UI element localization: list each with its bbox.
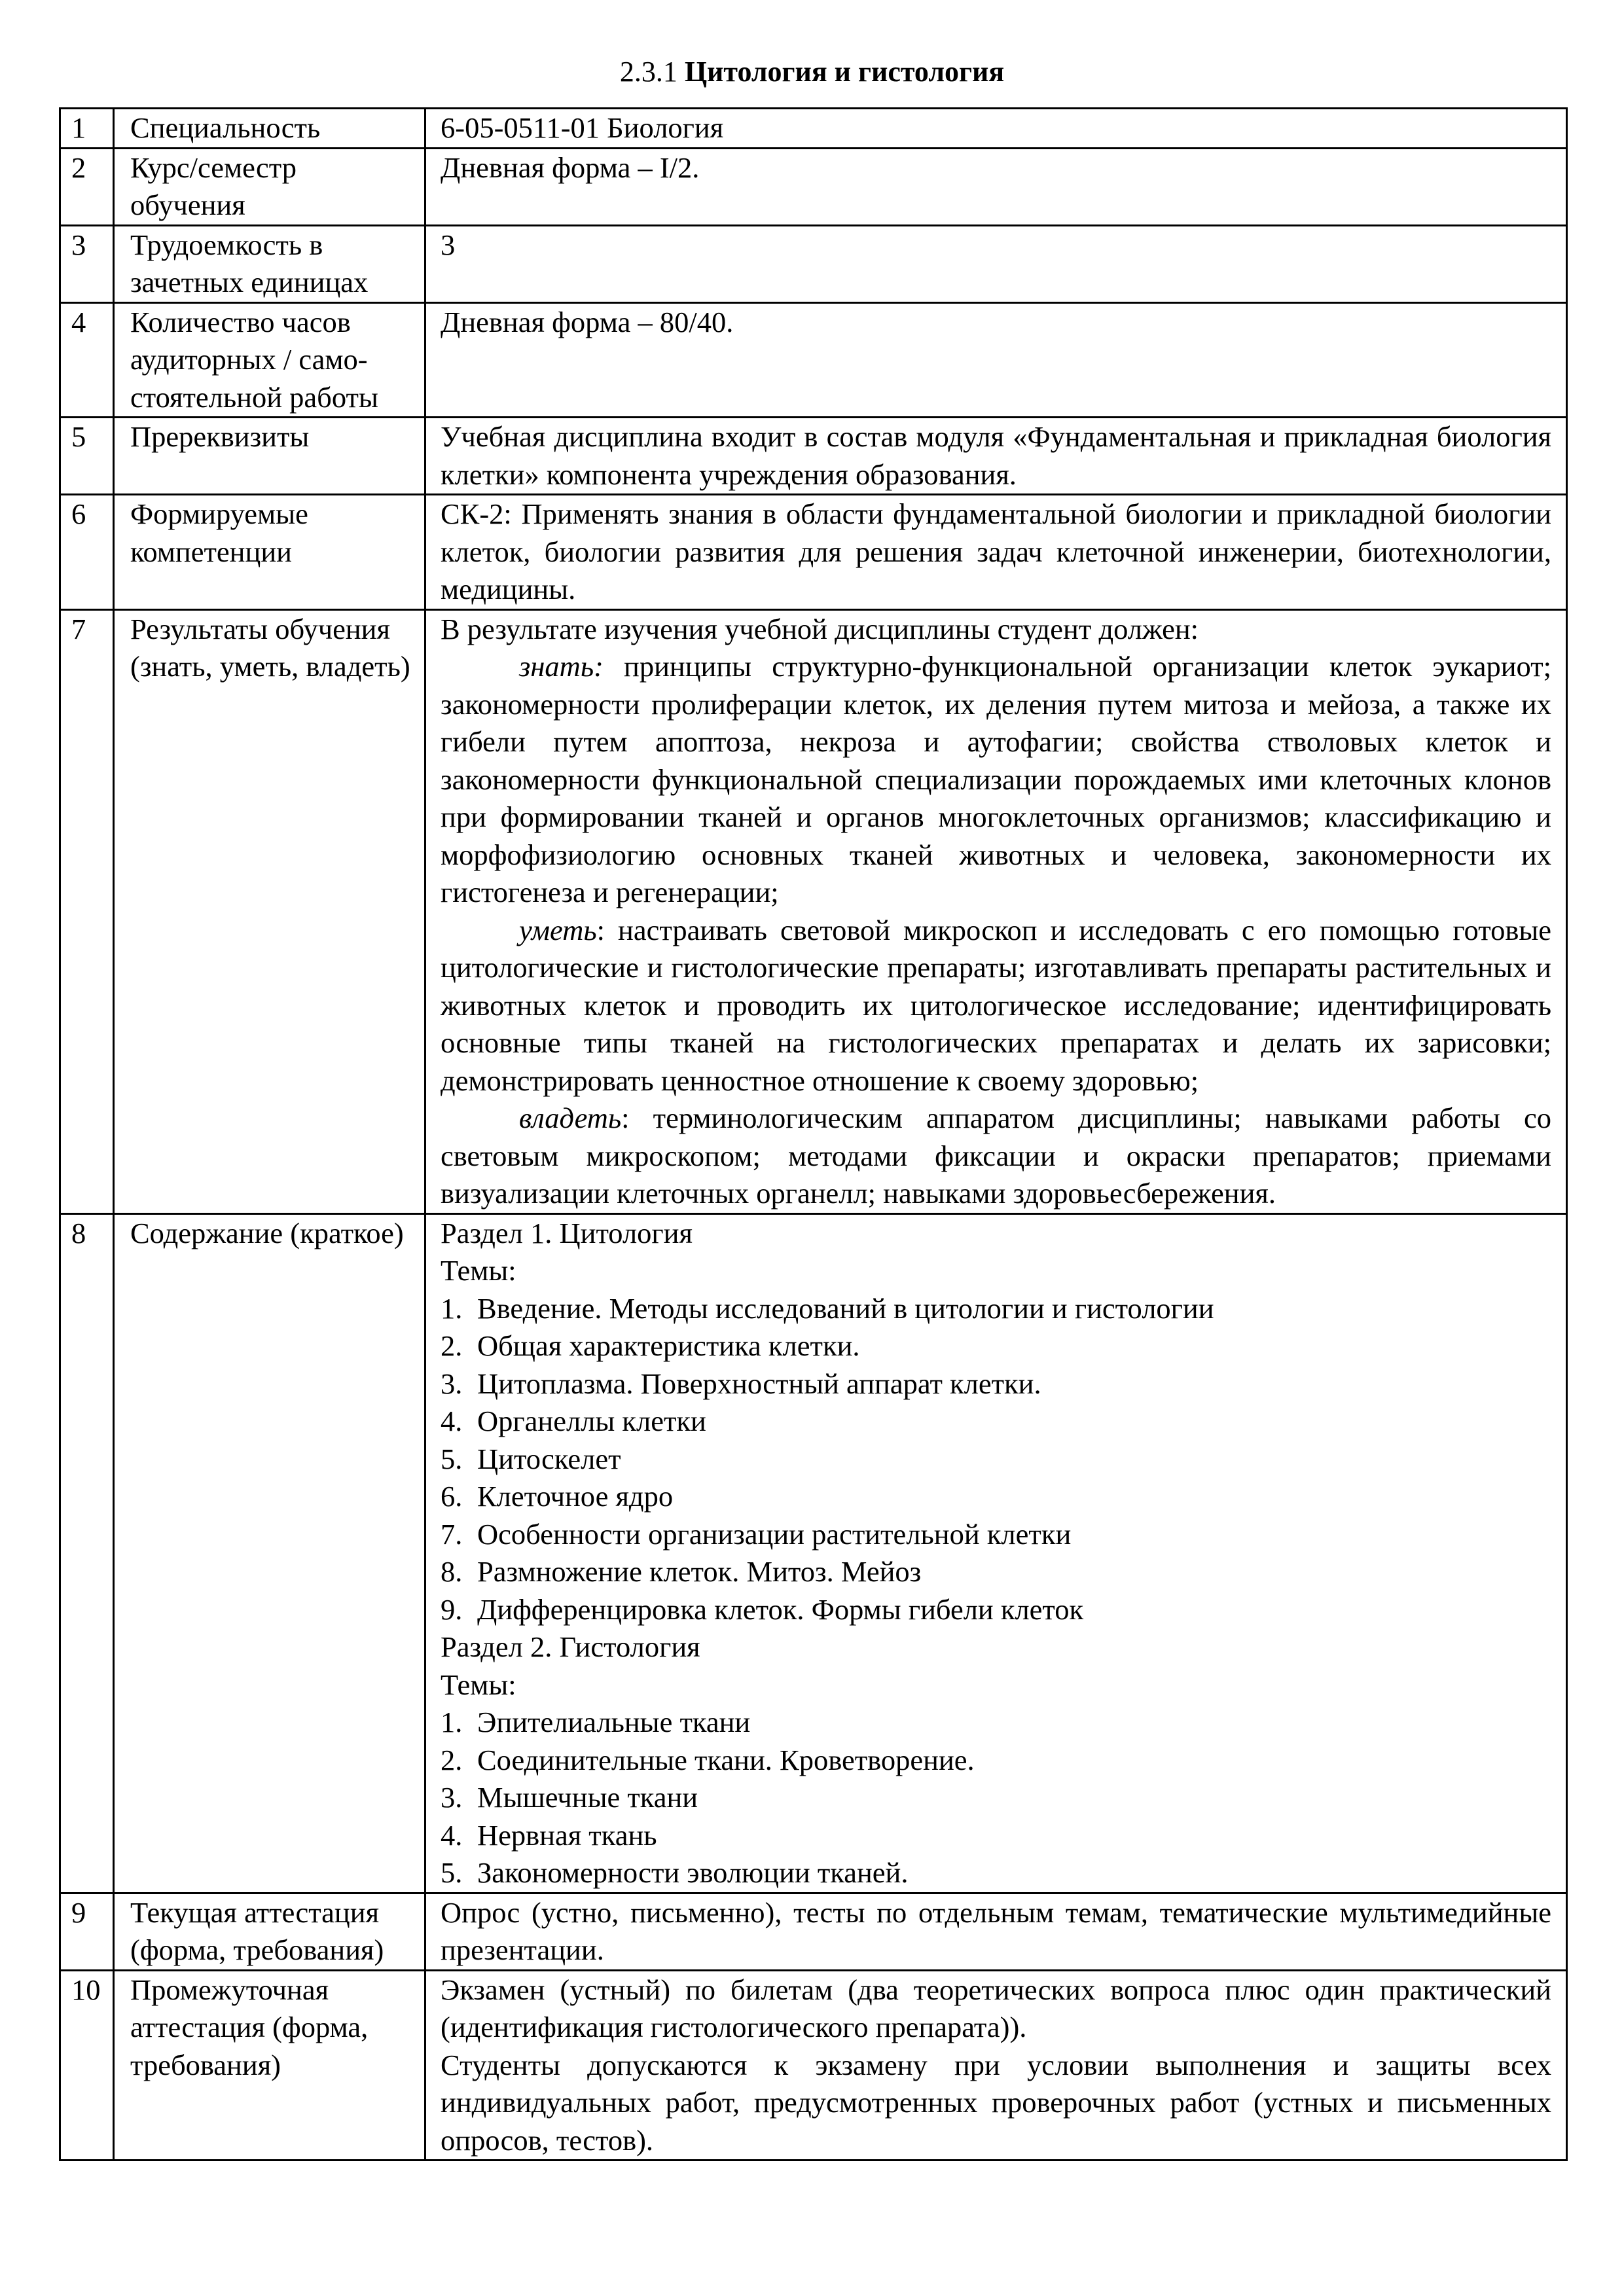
topic-item xyxy=(441,1779,1551,1817)
topic-item xyxy=(441,1327,1551,1365)
topic-item xyxy=(441,1365,1551,1403)
section-heading: Раздел 2. Гистология xyxy=(441,1630,700,1663)
topic-item xyxy=(441,1591,1551,1629)
row-label: Содержание (краткое) xyxy=(114,1213,425,1893)
row-number: 4 xyxy=(60,302,114,418)
outcome-own-text: : терминологическим аппаратом дисциплины; навыками работы со световым микроскопом; методами фиксации и окраски препаратов; приемами визуализации клеточных органелл; навыками здоровьесбережения. xyxy=(441,1102,1551,1210)
topics-list xyxy=(441,1704,1551,1892)
row-label: Формируемые компетенции xyxy=(114,495,425,610)
row-number: 2 xyxy=(60,148,114,225)
topic-title: Дифференцировка клеток. Формы гибели клеток xyxy=(477,1592,1084,1626)
topic-title: Цитоплазма. Поверхностный аппарат клетки. xyxy=(477,1367,1041,1400)
row-label: Промежуточная аттестация (форма, требования) xyxy=(114,1970,425,2161)
topic-title: Клеточное ядро xyxy=(477,1480,674,1513)
outcome-can-term: уметь xyxy=(519,913,597,946)
table-row xyxy=(60,418,1567,495)
topic-number: 8. xyxy=(441,1555,463,1588)
topic-item xyxy=(441,1854,1551,1892)
topics-label: Темы: xyxy=(441,1254,516,1287)
row-number: 5 xyxy=(60,418,114,495)
topic-number: 2. xyxy=(441,1743,463,1776)
topic-item xyxy=(441,1290,1551,1328)
topic-title: Цитоскелет xyxy=(477,1442,621,1475)
topic-item xyxy=(441,1704,1551,1742)
topic-number: 2. xyxy=(441,1329,463,1362)
exam-description: Экзамен (устный) по билетам (два теоретических вопроса плюс один практический (идентификация гистологического препарата)). xyxy=(441,1973,1551,2043)
row-number: 8 xyxy=(60,1213,114,1893)
topic-item xyxy=(441,1403,1551,1441)
section-number: 2.3.1 xyxy=(619,56,677,88)
topic-number: 1. xyxy=(441,1706,463,1738)
topic-title: Соединительные ткани. Кроветворение. xyxy=(477,1743,975,1776)
table-row xyxy=(60,609,1567,1213)
row-label: Результаты обучения (знать, уметь, владеть) xyxy=(114,609,425,1213)
topic-number: 3. xyxy=(441,1367,463,1400)
document-title xyxy=(0,52,1624,92)
topic-number: 5. xyxy=(441,1856,463,1889)
outcome-can xyxy=(441,912,1551,1100)
topic-number: 3. xyxy=(441,1781,463,1814)
topic-item xyxy=(441,1742,1551,1780)
section-heading: Раздел 1. Цитология xyxy=(441,1216,693,1249)
topic-title: Особенности организации растительной клетки xyxy=(477,1517,1072,1551)
topic-number: 6. xyxy=(441,1480,463,1513)
topic-item xyxy=(441,1516,1551,1554)
outcome-know-text: принципы структурно-функциональной организации клеток эукариот; закономерности пролиферации клеток, их деления путем митоза и мейоза, а также их гибели путем апоптоза, некроза и аутофагии; свойства стволовых клеток и закономерности функциональной специализации порождаемых ими клеточных клонов при формировании тканей и органов многоклеточных организмов; классификацию и морфофизиологию основных тканей животных и человека, закономерности их гистогенеза и регенерации; xyxy=(441,650,1551,908)
topic-title: Эпителиальные ткани xyxy=(477,1706,751,1738)
topic-number: 4. xyxy=(441,1405,463,1437)
outcome-can-text: : настраивать световой микроскоп и исследовать с его помощью готовые цитологические и гистологические препараты; изготавливать препараты растительных и животных клеток и проводить их цитологическое исследование; идентифицировать основные типы тканей на гистологических препаратах и делать их зарисовки; демонстрировать ценностное отношение к своему здоровью; xyxy=(441,913,1551,1097)
topic-item xyxy=(441,1817,1551,1855)
topic-number: 4. xyxy=(441,1818,463,1852)
topic-title: Органеллы клетки xyxy=(477,1405,706,1437)
table-row xyxy=(60,148,1567,225)
exam-admission: Студенты допускаются к экзамену при условии выполнения и защиты всех индивидуальных работ, предусмотренных проверочных работ (устных и письменных опросов, тестов). xyxy=(441,2048,1551,2157)
topic-number: 9. xyxy=(441,1592,463,1626)
row-label: Курс/семестр обучения xyxy=(114,148,425,225)
learning-outcomes xyxy=(425,609,1567,1213)
topic-title: Общая характеристика клетки. xyxy=(477,1329,860,1362)
row-label: Пререквизиты xyxy=(114,418,425,495)
topic-title: Нервная ткань xyxy=(477,1818,657,1852)
outcome-own-term: владеть xyxy=(519,1102,622,1134)
table-row xyxy=(60,302,1567,418)
section-title: Цитология и гистология xyxy=(684,56,1005,88)
topic-number: 1. xyxy=(441,1291,463,1325)
table-row xyxy=(60,225,1567,302)
outcome-know-term: знать: xyxy=(519,650,604,683)
topic-number: 5. xyxy=(441,1442,463,1475)
row-number: 1 xyxy=(60,109,114,149)
row-label: Количество часов аудиторных / само-стоятельной работы xyxy=(114,302,425,418)
row-label: Текущая аттестация (форма, требования) xyxy=(114,1893,425,1970)
row-value: СК-2: Применять знания в области фундаментальной биологии и прикладной биологии клеток, биологии развития для решения задач клеточной инженерии, биотехнологии, медицины. xyxy=(425,495,1567,610)
row-value: Учебная дисциплина входит в состав модуля «Фундаментальная и прикладная биология клетки» компонента учреждения образования. xyxy=(425,418,1567,495)
topic-number: 7. xyxy=(441,1517,463,1551)
topics-label: Темы: xyxy=(441,1668,516,1701)
course-content xyxy=(425,1213,1567,1893)
outcome-know xyxy=(441,648,1551,912)
row-number: 7 xyxy=(60,609,114,1213)
outcomes-intro: В результате изучения учебной дисциплины студент должен: xyxy=(441,612,1199,645)
row-value: Дневная форма – 80/40. xyxy=(425,302,1567,418)
topic-title: Закономерности эволюции тканей. xyxy=(477,1856,909,1889)
table-row xyxy=(60,1970,1567,2161)
topic-title: Размножение клеток. Митоз. Мейоз xyxy=(477,1555,922,1588)
outcome-own xyxy=(441,1100,1551,1213)
row-number: 10 xyxy=(60,1970,114,2161)
row-value: Опрос (устно, письменно), тесты по отдельным темам, тематические мультимедийные презентации. xyxy=(425,1893,1567,1970)
topic-item xyxy=(441,1553,1551,1591)
table-row xyxy=(60,109,1567,149)
table-row xyxy=(60,1213,1567,1893)
topic-item xyxy=(441,1441,1551,1479)
row-number: 6 xyxy=(60,495,114,610)
row-value: 6-05-0511-01 Биология xyxy=(425,109,1567,149)
topic-title: Введение. Методы исследований в цитологии и гистологии xyxy=(477,1291,1214,1325)
row-label: Трудоемкость в зачетных единицах xyxy=(114,225,425,302)
row-label: Специальность xyxy=(114,109,425,149)
table-row xyxy=(60,1893,1567,1970)
row-number: 9 xyxy=(60,1893,114,1970)
table-row xyxy=(60,495,1567,610)
topics-list xyxy=(441,1290,1551,1629)
topic-title: Мышечные ткани xyxy=(477,1781,698,1814)
row-value: Дневная форма – I/2. xyxy=(425,148,1567,225)
row-value: 3 xyxy=(425,225,1567,302)
topic-item xyxy=(441,1478,1551,1516)
row-value xyxy=(425,1970,1567,2161)
row-number: 3 xyxy=(60,225,114,302)
course-info-table xyxy=(59,107,1568,2161)
